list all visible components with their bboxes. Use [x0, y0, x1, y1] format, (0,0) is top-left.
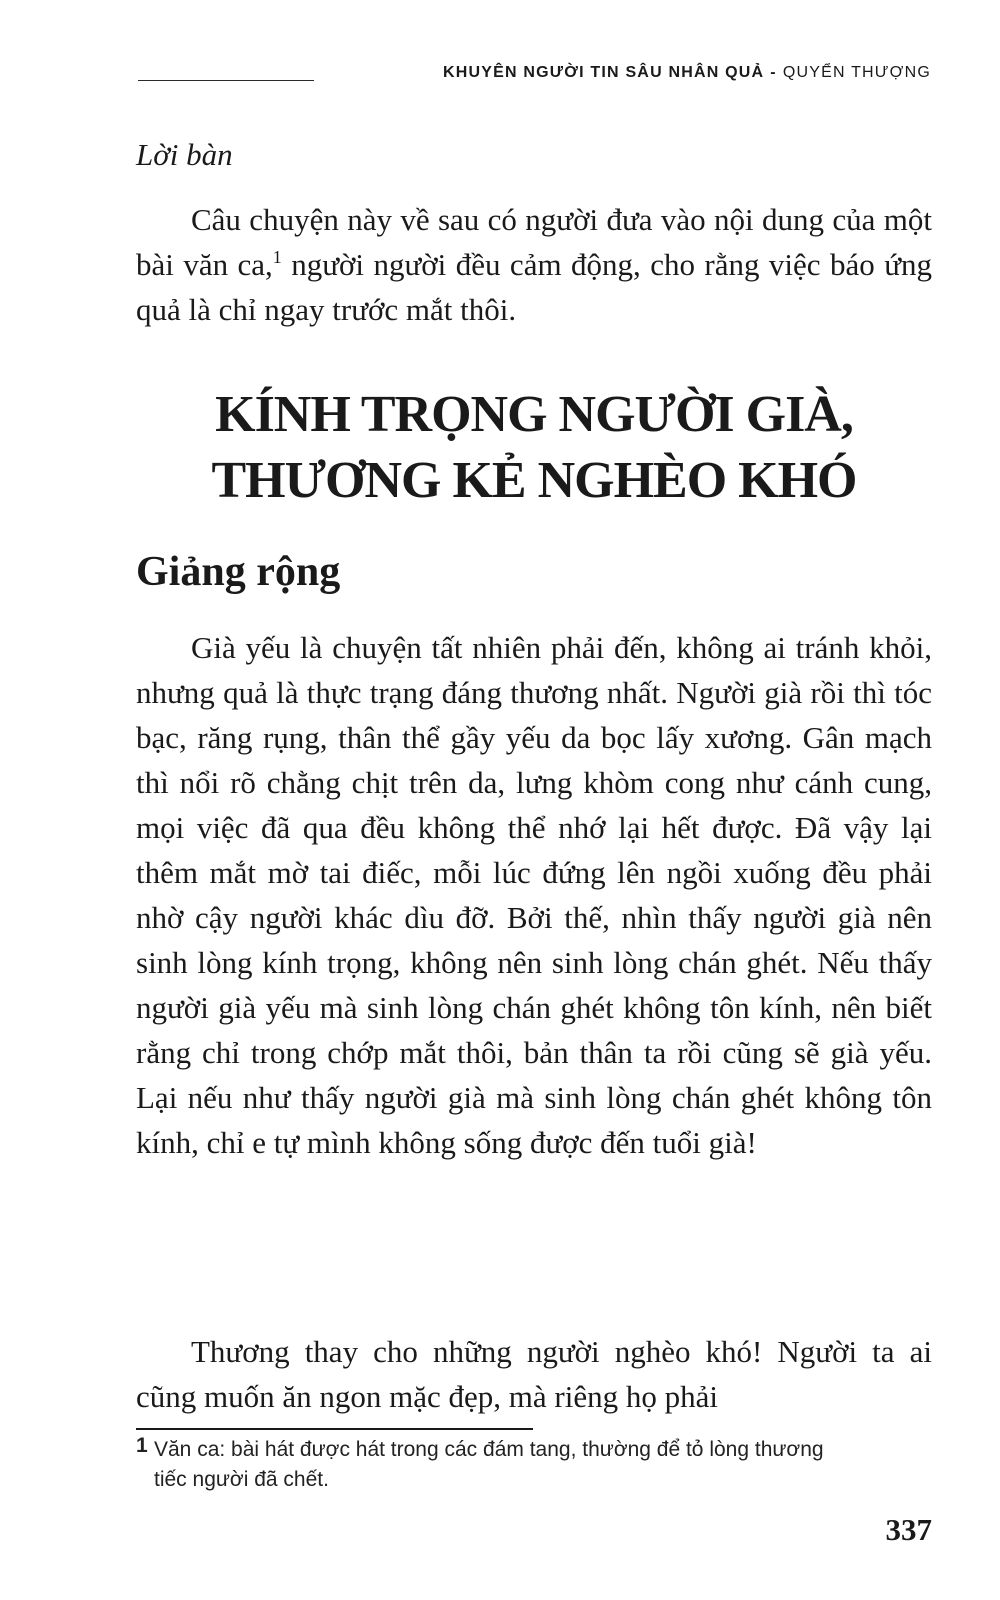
footnote-marker: 1 — [136, 1434, 148, 1457]
commentary-text-part1: Câu chuyện này về sau có người đưa vào nội dung của một bài văn ca, — [136, 202, 932, 282]
footnote-line-2: tiếc người đã chết. — [154, 1468, 329, 1491]
commentary-text-part2: người người đều cảm động, cho rằng việc báo ứng quả là chỉ ngay trước mắt thôi. — [136, 247, 933, 327]
footnote — [136, 1431, 932, 1495]
lead-in-label: Lời bàn — [136, 137, 233, 172]
page-number: 337 — [885, 1512, 932, 1547]
footnote-reference[interactable]: 1 — [272, 247, 282, 267]
footnote-line-1 — [136, 1431, 932, 1465]
section-title-line2: THƯƠNG KẺ NGHÈO KHÓ — [211, 452, 857, 509]
commentary-paragraph — [136, 197, 932, 332]
subheading: Giảng rộng — [136, 549, 341, 595]
section-title-line1: KÍNH TRỌNG NGƯỜI GIÀ, — [215, 386, 853, 443]
section-title — [136, 382, 932, 514]
header-rule — [138, 80, 314, 81]
footnote-rule — [136, 1428, 533, 1430]
body-paragraph-1: Già yếu là chuyện tất nhiên phải đến, không ai tránh khỏi, nhưng quả là thực trạng đáng thương nhất. Người già rồi thì tóc bạc, răng rụng, thân thể gầy yếu da bọc lấy xương. Gân mạch thì nổi rõ chằng chịt trên da, lưng khòm cong như cánh cung, mọi việc đã qua đều không thể nhớ lại hết được. Đã vậy lại thêm mắt mờ tai điếc, mỗi lúc đứng lên ngồi xuống đều phải nhờ cậy người khác dìu đỡ. Bởi thế, nhìn thấy người già nên sinh lòng kính trọng, không nên sinh lòng chán ghét. Nếu thấy người già yếu mà sinh lòng chán ghét không tôn kính, nên biết rằng chỉ trong chớp mắt thôi, bản thân ta rồi cũng sẽ già yếu. Lại nếu như thấy người già mà sinh lòng chán ghét không tôn kính, chỉ e tự mình không sống được đến tuổi già! — [136, 630, 932, 1160]
body-paragraph-2: Thương thay cho những người nghèo khó! Người ta ai cũng muốn ăn ngon mặc đẹp, mà riêng họ phải — [136, 1334, 932, 1414]
volume-name: QUYỂN THƯỢNG — [782, 64, 931, 81]
footnote-text-1: Văn ca: bài hát được hát trong các đám tang, thường để tỏ lòng thương — [154, 1438, 824, 1461]
book-title: KHUYÊN NGƯỜI TIN SÂU NHÂN QUẢ — [443, 64, 765, 81]
header-separator: - — [770, 64, 777, 81]
header-text — [443, 64, 931, 82]
running-header — [138, 62, 931, 86]
